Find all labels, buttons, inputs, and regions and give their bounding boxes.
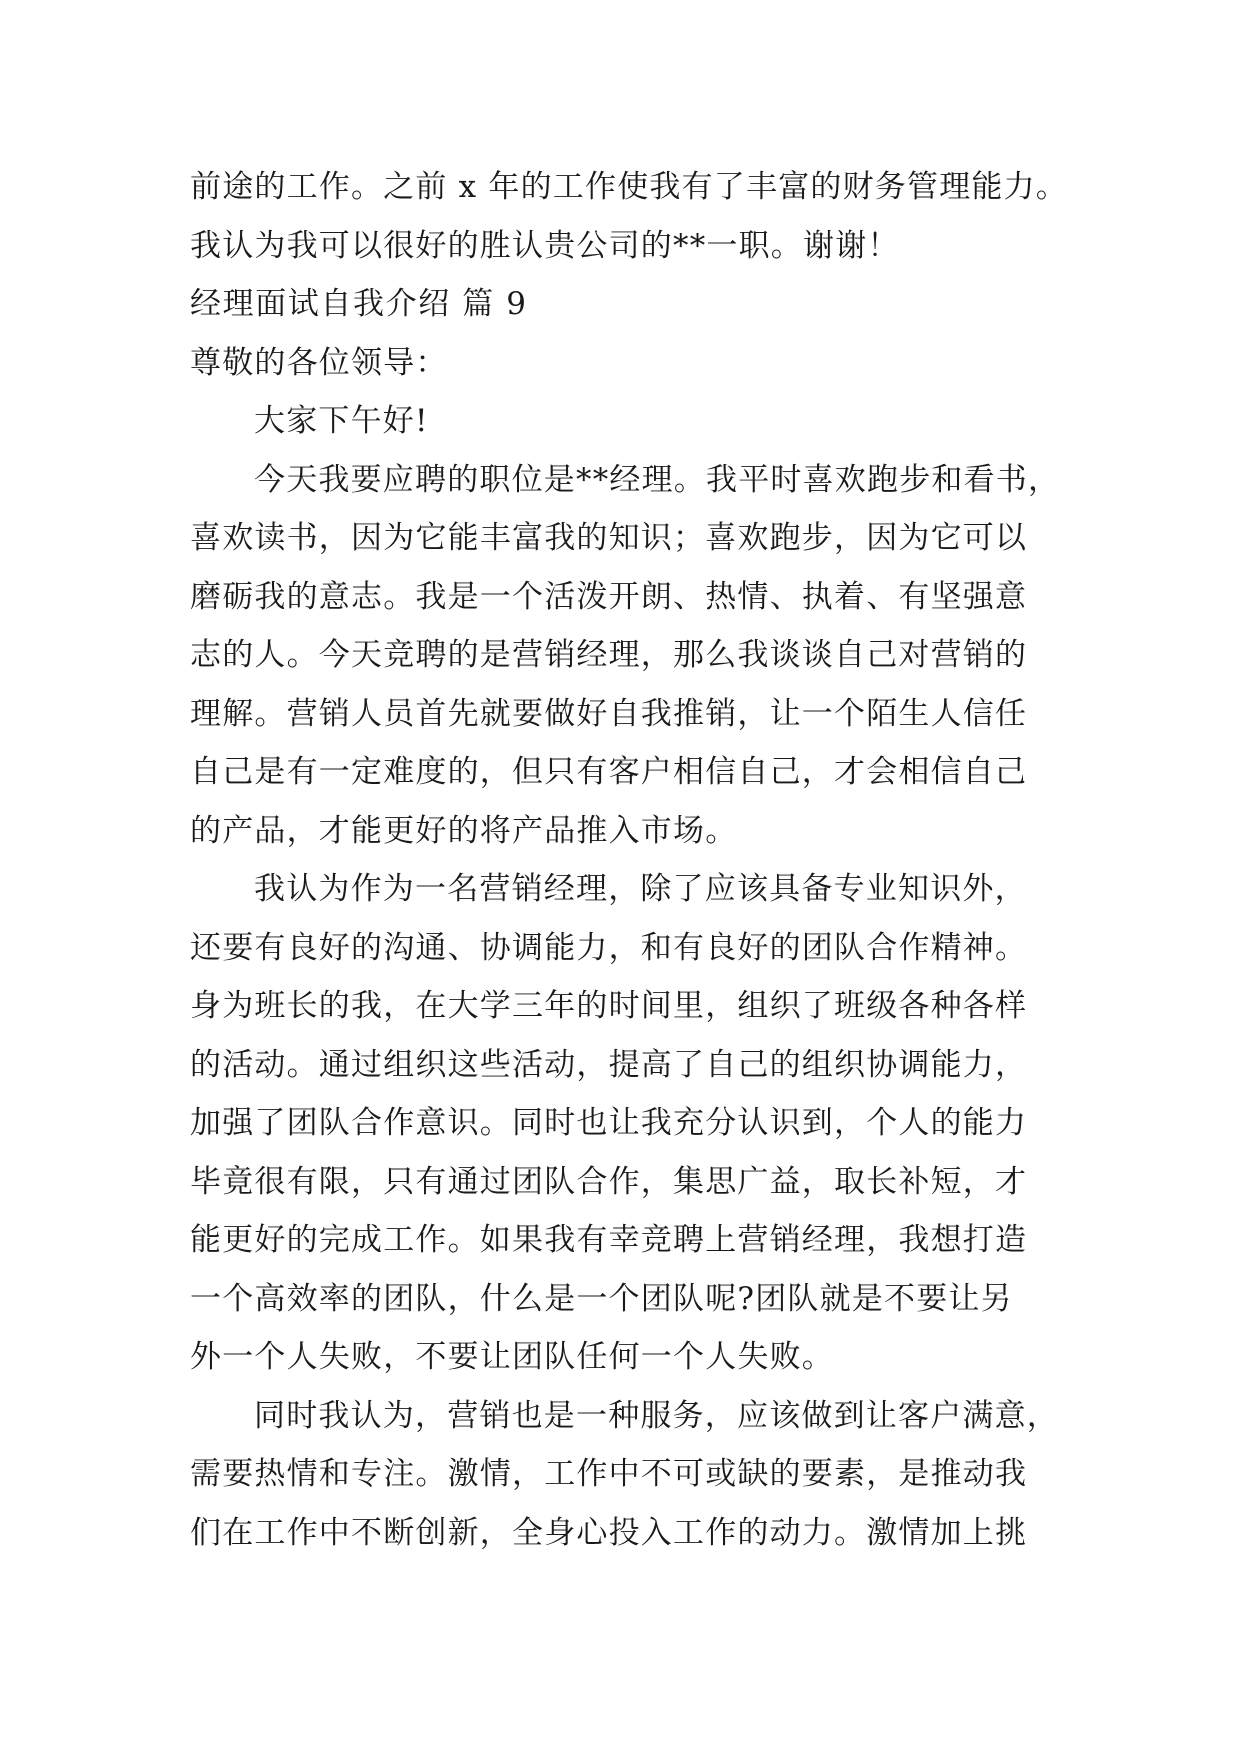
text-line: 前途的工作。之前 x 年的工作使我有了丰富的财务管理能力。 xyxy=(190,169,1068,205)
text-line: 毕竟很有限，只有通过团队合作，集思广益，取长补短，才 xyxy=(190,1163,1028,1200)
greeting: 大家下午好! xyxy=(254,403,429,439)
text-line: 们在工作中不断创新，全身心投入工作的动力。激情加上挑 xyxy=(190,1514,1028,1551)
intro-paragraph xyxy=(190,158,1068,275)
text-line: 同时我认为，营销也是一种服务，应该做到让客户满意， xyxy=(254,1397,1059,1434)
text-line: 我认为我可以很好的胜认贵公司的**一职。谢谢！ xyxy=(190,227,900,264)
text-line: 外一个人失败，不要让团队任何一个人失败。 xyxy=(190,1339,834,1375)
paragraph-3 xyxy=(190,1387,1060,1563)
paragraph-2 xyxy=(190,860,1060,1387)
section-title: 经理面试自我介绍 篇 9 xyxy=(190,286,528,322)
text-line: 能更好的完成工作。如果我有幸竞聘上营销经理，我想打造 xyxy=(190,1222,1028,1258)
paragraph-1 xyxy=(190,451,1060,861)
text-line: 还要有良好的沟通、协调能力，和有良好的团队合作精神。 xyxy=(190,929,1028,966)
text-line: 志的人。今天竞聘的是营销经理，那么我谈谈自己对营销的 xyxy=(190,637,1028,673)
document-body xyxy=(190,158,1068,1562)
text-line: 喜欢读书，因为它能丰富我的知识；喜欢跑步，因为它可以 xyxy=(190,520,1028,556)
text-line: 今天我要应聘的职位是**经理。我平时喜欢跑步和看书， xyxy=(254,461,1061,498)
text-line: 我认为作为一名营销经理，除了应该具备专业知识外， xyxy=(254,871,1027,907)
text-line: 的活动。通过组织这些活动，提高了自己的组织协调能力， xyxy=(190,1046,1028,1083)
text-line: 理解。营销人员首先就要做好自我推销，让一个陌生人信任 xyxy=(190,695,1028,732)
text-line: 的产品，才能更好的将产品推入市场。 xyxy=(190,812,738,849)
text-line: 身为班长的我，在大学三年的时间里，组织了班级各种各样 xyxy=(190,988,1028,1024)
text-line: 一个高效率的团队，什么是一个团队呢?团队就是不要让另 xyxy=(190,1280,1013,1317)
text-line: 需要热情和专注。激情，工作中不可或缺的要素，是推动我 xyxy=(190,1456,1028,1492)
text-line: 加强了团队合作意识。同时也让我充分认识到，个人的能力 xyxy=(190,1105,1028,1141)
text-line: 自己是有一定难度的，但只有客户相信自己，才会相信自己 xyxy=(190,754,1028,790)
section-title-wrap xyxy=(190,275,1060,334)
salutation: 尊敬的各位领导： xyxy=(190,344,448,381)
text-line: 磨砺我的意志。我是一个活泼开朗、热情、执着、有坚强意 xyxy=(190,578,1028,615)
